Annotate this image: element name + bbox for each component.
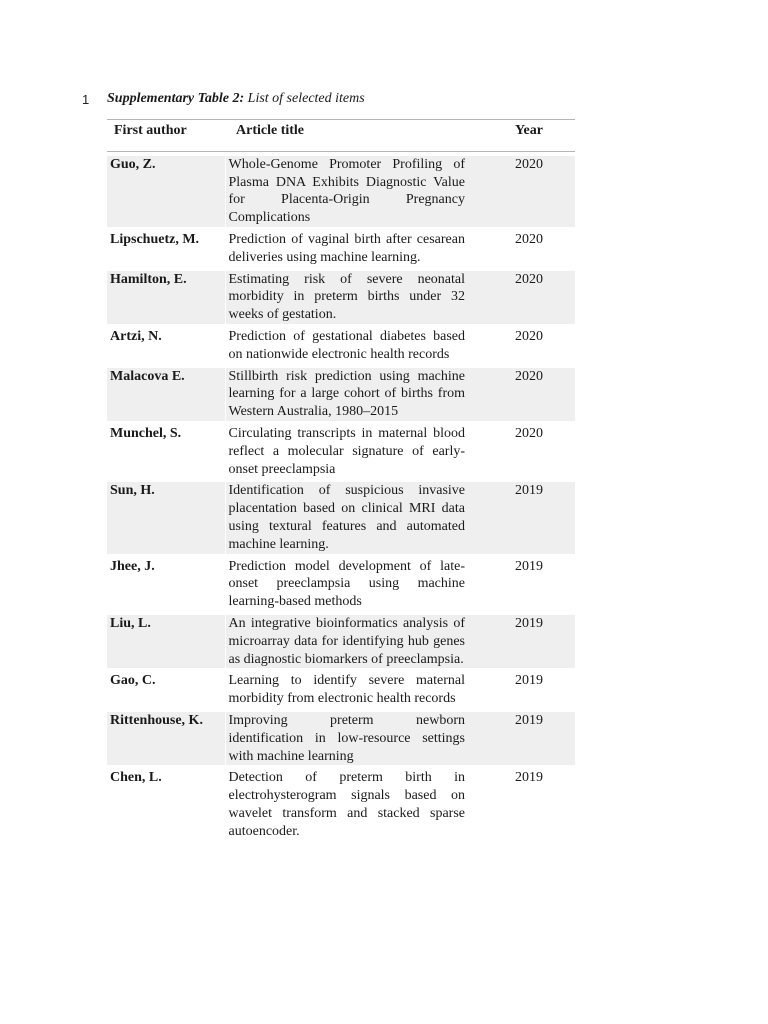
cell-first-author: Chen, L. [110, 770, 162, 786]
selected-items-table [107, 119, 575, 840]
caption-label: Supplementary Table 2: [107, 91, 245, 106]
table-row [107, 615, 575, 668]
cell-first-author: Malacova E. [107, 368, 225, 421]
table-row [107, 368, 575, 421]
cell-year: 2020 [515, 231, 543, 247]
cell-first-author: Lipschuetz, M. [110, 231, 200, 247]
cell-article-title: Learning to identify severe maternal morbidity from electronic health records [225, 672, 465, 708]
cell-first-author: Guo, Z. [107, 156, 225, 227]
cell-year: 2019 [515, 673, 543, 689]
table-row [107, 558, 575, 611]
cell-first-author: Gao, C. [110, 673, 156, 689]
cell-first-author: Liu, L. [107, 615, 225, 668]
table-row [107, 672, 575, 708]
cell-article-title: An integrative bioinformatics analysis of microarray data for identifying hub genes as diagnostic biomarkers of preeclampsia. [225, 615, 465, 668]
cell-year: 2020 [515, 328, 543, 344]
cell-article-title: Stillbirth risk prediction using machine learning for a large cohort of births from Western Australia, 1980–2015 [225, 368, 465, 421]
line-number: 1 [82, 92, 90, 107]
cell-year: 2020 [465, 156, 575, 227]
header-article-title: Article title [225, 120, 465, 152]
cell-year: 2020 [465, 368, 575, 421]
cell-first-author: Munchel, S. [110, 425, 182, 441]
cell-year: 2019 [515, 770, 543, 786]
cell-first-author: Jhee, J. [110, 558, 155, 574]
cell-article-title: Prediction model development of late-onset preeclampsia using machine learning-based methods [225, 558, 465, 611]
cell-article-title: Whole-Genome Promoter Profiling of Plasma DNA Exhibits Diagnostic Value for Placenta-Origin Pregnancy Complications [225, 156, 465, 227]
cell-article-title: Identification of suspicious invasive placentation based on clinical MRI data using textural features and automated machine learning. [225, 482, 465, 553]
table-row [107, 769, 575, 840]
cell-article-title: Prediction of gestational diabetes based on nationwide electronic health records [225, 328, 465, 364]
cell-year: 2019 [465, 482, 575, 553]
cell-article-title: Improving preterm newborn identification in low-resource settings with machine learning [225, 712, 465, 765]
cell-year: 2020 [465, 271, 575, 324]
header-first-author: First author [107, 120, 225, 152]
cell-article-title: Prediction of vaginal birth after cesarean deliveries using machine learning. [225, 231, 465, 267]
table-row [107, 328, 575, 364]
cell-year: 2020 [515, 425, 543, 441]
cell-first-author: Sun, H. [107, 482, 225, 553]
table-row [107, 482, 575, 553]
cell-first-author: Rittenhouse, K. [107, 712, 225, 765]
cell-first-author: Hamilton, E. [107, 271, 225, 324]
cell-article-title: Estimating risk of severe neonatal morbidity in preterm births under 32 weeks of gestation. [225, 271, 465, 324]
table-caption [107, 91, 365, 107]
table-header-row [107, 120, 575, 152]
table-row [107, 712, 575, 765]
cell-first-author: Artzi, N. [110, 328, 162, 344]
table-row [107, 271, 575, 324]
header-year: Year [465, 120, 575, 152]
cell-year: 2019 [515, 558, 543, 574]
table-row [107, 231, 575, 267]
cell-article-title: Circulating transcripts in maternal blood reflect a molecular signature of early-onset preeclampsia [225, 425, 465, 478]
table-body [107, 151, 575, 840]
cell-year: 2019 [465, 615, 575, 668]
table-row [107, 425, 575, 478]
cell-article-title: Detection of preterm birth in electrohysterogram signals based on wavelet transform and stacked sparse autoencoder. [225, 769, 465, 840]
cell-year: 2019 [465, 712, 575, 765]
table-row [107, 156, 575, 227]
caption-text: List of selected items [244, 91, 365, 106]
